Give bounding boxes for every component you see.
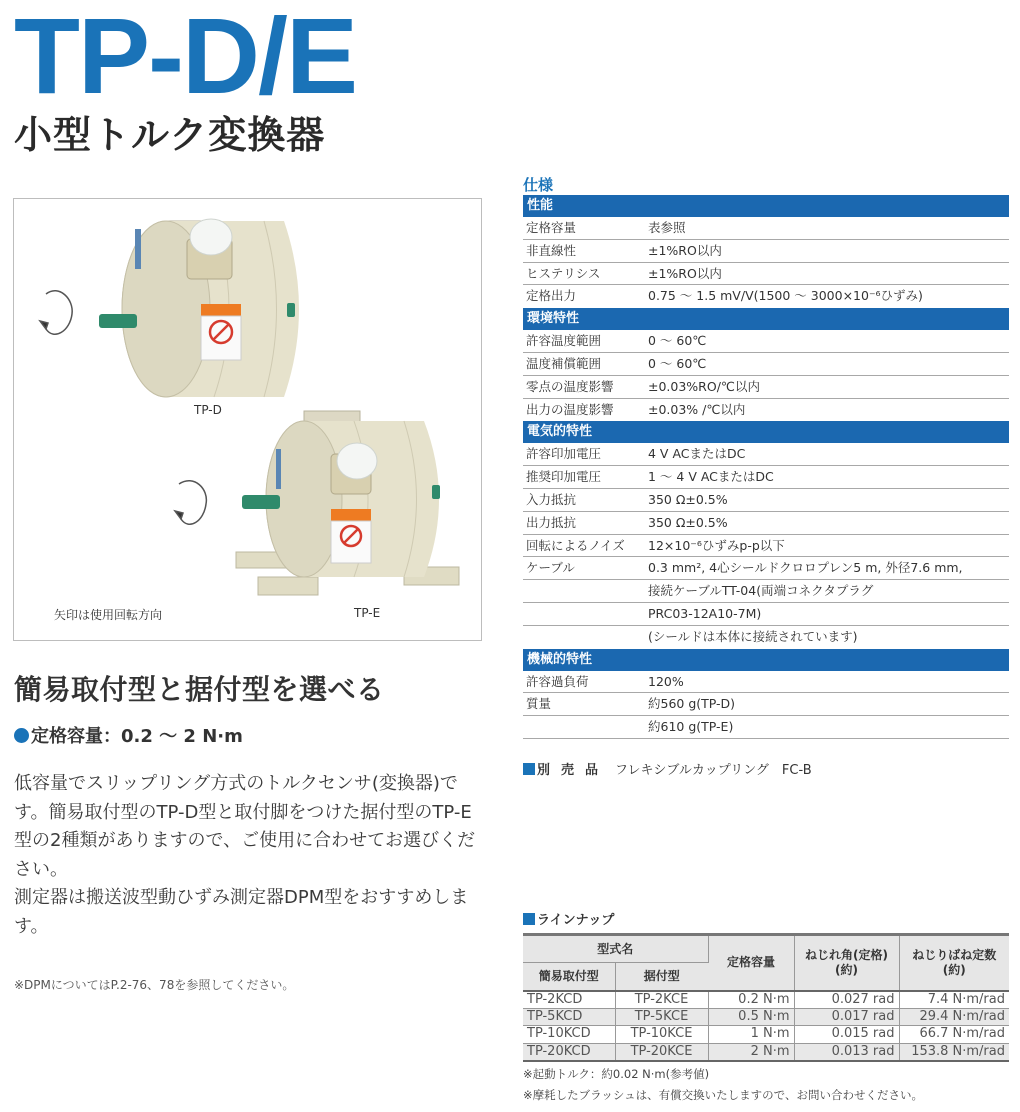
spec-row (523, 353, 1009, 376)
square-bullet-icon (523, 913, 535, 925)
spec-value: ±1%RO以内 (648, 242, 722, 258)
spec-value: ±0.03% /℃以内 (648, 401, 746, 417)
header-twist-angle-sub: (約) (835, 962, 858, 977)
spec-row (523, 263, 1009, 286)
cell-simple-model: TP-2KCD (523, 991, 615, 1009)
spec-value: 0 ～ 60℃ (648, 355, 707, 371)
accessory-line (523, 759, 812, 778)
spec-row (523, 240, 1009, 263)
header-capacity: 定格容量 (708, 935, 794, 991)
spec-row (523, 330, 1009, 353)
spec-value: (シールドは本体に接続されています) (648, 628, 858, 644)
cell-angle: 0.015 rad (794, 1026, 899, 1044)
cell-capacity: 2 N·m (708, 1043, 794, 1061)
table-row (523, 991, 1009, 1009)
spec-label: 温度補償範囲 (526, 355, 602, 371)
description-paragraph: 低容量でスリップリング方式のトルクセンサ(変換器)です。簡易取付型のTP-D型と取付脚をつけた据付型のTP-E型の2種類がありますので、ご使用に合わせてお選びください。 (14, 773, 476, 880)
rotation-caption: 矢印は使用回転方向 (54, 608, 163, 622)
lineup-note: ※起動トルク：約0.02 N·m(参考値) (523, 1067, 710, 1081)
spec-value: 0.3 mm², 4心シールドクロロプレン5 m, 外径7.6 mm, (648, 560, 963, 576)
spec-label: 入力抵抗 (526, 491, 577, 507)
spec-value: 0.75 ～ 1.5 mV/V(1500 ～ 3000×10⁻⁶ひずみ) (648, 288, 923, 304)
description (14, 770, 484, 941)
feature-headline: 簡易取付型と据付型を選べる (14, 673, 385, 706)
spec-value: 350 Ω±0.5% (648, 514, 728, 530)
spec-row (523, 489, 1009, 512)
lineup-title-text: ラインナップ (537, 913, 615, 928)
cell-spring: 153.8 N·m/rad (899, 1043, 1009, 1061)
spec-label: ヒステリシス (526, 265, 601, 281)
spec-row (523, 557, 1009, 580)
spec-value: ±1%RO以内 (648, 265, 722, 281)
spec-value: 表参照 (648, 220, 686, 235)
spec-label (523, 716, 648, 738)
spec-label (523, 603, 648, 625)
spec-value: 1 ～ 4 V ACまたはDC (648, 469, 774, 485)
dpm-footnote: ※DPMについてはP.2-76、78を参照してください。 (14, 978, 295, 992)
spec-row (523, 580, 1009, 603)
spec-row (523, 603, 1009, 626)
spec-label: 許容印加電圧 (526, 446, 602, 462)
spec-value: ±0.03%RO/℃以内 (648, 378, 760, 394)
spec-row (523, 285, 1009, 308)
header-spring-const (899, 935, 1009, 991)
spec-row (523, 716, 1009, 739)
cell-angle: 0.027 rad (794, 991, 899, 1009)
spec-value: PRC03-12A10-7M) (648, 605, 762, 621)
spec-value: 接続ケーブルTT-04(両端コネクタプラグ (648, 583, 874, 599)
spec-title: 仕様 (523, 176, 554, 194)
spec-label: 回転によるノイズ (526, 537, 625, 553)
product-illustration (14, 199, 483, 642)
cell-fixed-model: TP-10KCE (615, 1026, 708, 1044)
spec-value: 4 V ACまたはDC (648, 446, 746, 462)
cell-fixed-model: TP-2KCE (615, 991, 708, 1009)
capacity-text: 定格容量：0.2 ～ 2 N·m (31, 726, 243, 747)
spec-row (523, 376, 1009, 399)
capacity-bullet (14, 722, 243, 748)
rotation-arrow-icon (175, 481, 206, 525)
spec-row (523, 693, 1009, 716)
cell-spring: 29.4 N·m/rad (899, 1008, 1009, 1026)
header-twist-angle-main: ねじれ角(定格) (805, 947, 888, 962)
rotation-arrow-icon (40, 291, 72, 335)
spec-label (523, 626, 648, 649)
accessory-label: 別売品 (537, 763, 610, 778)
spec-label: ケーブル (526, 560, 575, 576)
spec-section-header: 機械的特性 (523, 649, 1009, 671)
header-simple-type: 簡易取付型 (523, 963, 615, 991)
bullet-dot-icon (14, 728, 29, 743)
lineup-table (523, 933, 1009, 1062)
spec-value: 12×10⁻⁶ひずみp-p以下 (648, 537, 785, 553)
spec-label: 定格容量 (526, 220, 577, 235)
product-model-title: TP-D/E (14, 0, 357, 116)
table-row (523, 1026, 1009, 1044)
lineup-title (523, 909, 614, 928)
spec-row (523, 535, 1009, 558)
spec-label: 定格出力 (526, 288, 577, 304)
spec-label: 出力の温度影響 (526, 401, 614, 417)
description-paragraph: 測定器は搬送波型動ひずみ測定器DPM型をおすすめします。 (14, 887, 469, 937)
spec-row (523, 626, 1009, 649)
spec-label (523, 580, 648, 602)
table-row (523, 1008, 1009, 1026)
header-twist-angle (794, 935, 899, 991)
spec-value: 350 Ω±0.5% (648, 491, 728, 507)
cell-capacity: 0.5 N·m (708, 1008, 794, 1026)
cell-capacity: 0.2 N·m (708, 991, 794, 1009)
spec-label: 推奨印加電圧 (526, 469, 602, 485)
spec-value: 約560 g(TP-D) (648, 696, 736, 712)
product-subtitle: 小型トルク変換器 (14, 113, 326, 157)
tp-d-device (99, 219, 299, 397)
cell-spring: 7.4 N·m/rad (927, 991, 1005, 1007)
product-photo (13, 198, 482, 641)
lineup-note: ※摩耗したブラッシュは、有償交換いたしますので、お問い合わせください。 (523, 1088, 923, 1102)
spec-row (523, 217, 1009, 240)
label-tp-e: TP-E (354, 606, 381, 620)
spec-label: 許容温度範囲 (526, 333, 602, 349)
spec-section-header: 電気的特性 (523, 421, 1009, 443)
cell-spring: 66.7 N·m/rad (919, 1026, 1005, 1042)
header-fixed-type: 据付型 (615, 963, 708, 991)
cell-angle: 0.017 rad (794, 1008, 899, 1026)
square-bullet-icon (523, 763, 535, 775)
cell-fixed-model: TP-5KCE (615, 1008, 708, 1026)
spec-table (523, 195, 1009, 739)
header-spring-const-main: ねじりばね定数 (912, 947, 997, 962)
cell-capacity: 1 N·m (708, 1026, 794, 1044)
spec-label: 許容過負荷 (526, 673, 589, 689)
spec-row (523, 399, 1009, 422)
cell-fixed-model: TP-20KCE (615, 1043, 708, 1061)
spec-label: 質量 (526, 696, 552, 712)
cell-angle: 0.013 rad (794, 1043, 899, 1061)
spec-row (523, 671, 1009, 694)
table-row (523, 1043, 1009, 1061)
spec-section-header: 環境特性 (523, 308, 1009, 330)
spec-value: 0 ～ 60℃ (648, 333, 707, 349)
spec-value: 約610 g(TP-E) (648, 719, 734, 735)
label-tp-d: TP-D (194, 403, 222, 417)
spec-value: 120% (648, 673, 684, 689)
accessory-value: フレキシブルカップリング FC-B (615, 763, 812, 778)
spec-label: 出力抵抗 (526, 514, 577, 530)
spec-label: 非直線性 (526, 242, 577, 258)
cell-simple-model: TP-10KCD (523, 1026, 615, 1044)
spec-row (523, 443, 1009, 466)
header-spring-const-sub: (約) (942, 962, 966, 977)
spec-row (523, 466, 1009, 489)
spec-label: 零点の温度影響 (526, 378, 614, 394)
spec-section-header: 性能 (523, 195, 1009, 217)
tp-e-device (236, 411, 459, 595)
spec-row (523, 512, 1009, 535)
cell-simple-model: TP-5KCD (523, 1008, 615, 1026)
cell-simple-model: TP-20KCD (523, 1043, 615, 1061)
header-model-group: 型式名 (523, 935, 708, 963)
